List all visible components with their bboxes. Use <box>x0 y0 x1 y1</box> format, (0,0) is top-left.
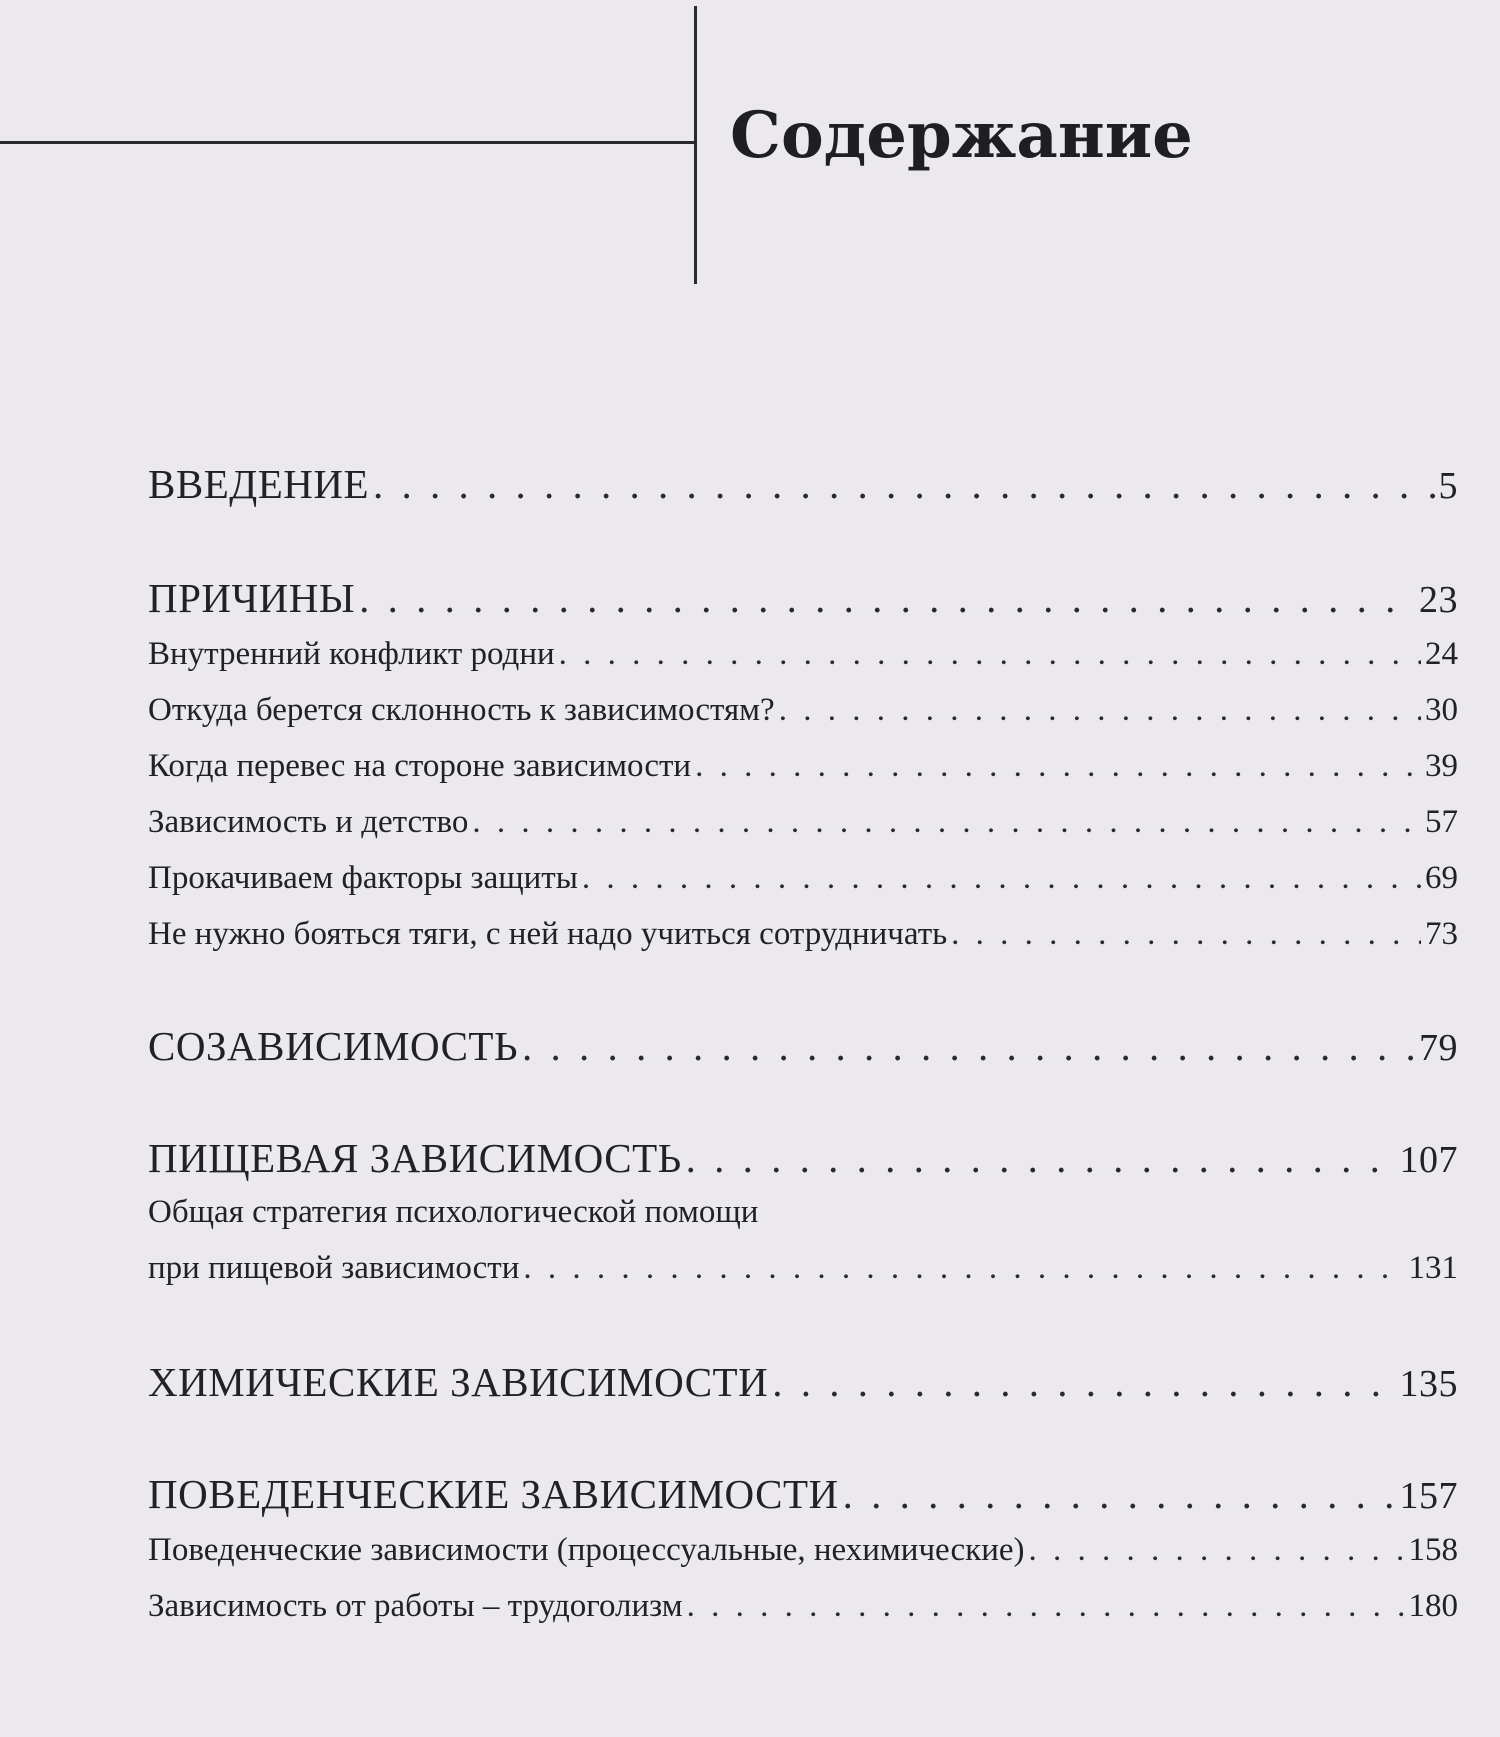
dot-leader <box>582 856 1421 900</box>
toc-entry-label: СОЗАВИСИМОСТЬ <box>148 1023 519 1069</box>
toc-entry-label: ХИМИЧЕСКИЕ ЗАВИСИМОСТИ <box>148 1359 769 1405</box>
dot-leader <box>1029 1528 1405 1572</box>
toc-entry-page: 157 <box>1399 1475 1458 1517</box>
toc-entry-label-line1: Общая стратегия психологической помощи <box>148 1194 759 1230</box>
toc-entry-label: Когда перевес на стороне зависимости <box>148 748 692 784</box>
toc-entry-label: ПИЩЕВАЯ ЗАВИСИМОСТЬ <box>148 1135 682 1181</box>
page-title: Содержание <box>730 98 1193 173</box>
toc-entry-zavisimost-detstvo <box>148 800 1458 844</box>
toc-entry-label: при пищевой зависимости <box>148 1250 520 1286</box>
toc-entry-kogda-perevES <box>148 744 1458 788</box>
dot-leader <box>359 572 1415 624</box>
toc-entry-page: 23 <box>1419 579 1458 621</box>
dot-leader <box>522 1020 1415 1072</box>
toc-entry-page: 5 <box>1438 465 1458 507</box>
toc-entry-label: Внутренний конфликт родни <box>148 636 555 672</box>
dot-leader <box>373 458 1434 510</box>
dot-leader <box>523 1246 1404 1290</box>
dot-leader <box>559 632 1421 676</box>
toc-entry-faktory-zashchity <box>148 856 1458 900</box>
toc-entry-sozavisimost <box>148 1020 1458 1074</box>
dot-leader <box>686 1132 1396 1184</box>
dot-leader <box>472 800 1421 844</box>
dot-leader <box>951 912 1421 956</box>
toc-entry-label: Поведенческие зависимости (процессуальные, нехимические) <box>148 1532 1025 1568</box>
toc-entry-label: Зависимость и детство <box>148 804 469 840</box>
toc-entry-obshchaya-strategiya <box>148 1246 1458 1290</box>
toc-entry-prichiny <box>148 572 1458 626</box>
toc-entry-ne-nuzhno-boyatsya <box>148 912 1458 956</box>
toc-entry-page: 131 <box>1408 1250 1458 1286</box>
toc-entry-otkuda-beretsya <box>148 688 1458 732</box>
toc-entry-vvedenie <box>148 458 1458 512</box>
toc-entry-page: 39 <box>1425 748 1458 784</box>
toc-entry-page: 73 <box>1425 916 1458 952</box>
toc-entry-trudogolizm <box>148 1584 1458 1628</box>
toc-entry-page: 135 <box>1399 1363 1458 1405</box>
toc-entry-page: 79 <box>1419 1027 1458 1069</box>
toc-entry-label: ВВЕДЕНИЕ <box>148 461 370 507</box>
toc-entry-label: ПРИЧИНЫ <box>148 575 356 621</box>
horizontal-rule <box>0 141 695 144</box>
toc-entry-khimicheskie <box>148 1356 1458 1410</box>
toc-entry-page: 158 <box>1408 1532 1458 1568</box>
dot-leader <box>687 1584 1405 1628</box>
toc-entry-vnutrenniy-konflikt <box>148 632 1458 676</box>
dot-leader <box>772 1356 1395 1408</box>
toc-entry-label: ПОВЕДЕНЧЕСКИЕ ЗАВИСИМОСТИ <box>148 1471 839 1517</box>
toc-entry-page: 30 <box>1425 692 1458 728</box>
toc-entry-label: Прокачиваем факторы защиты <box>148 860 578 896</box>
toc-entry-pishchevaya <box>148 1132 1458 1186</box>
vertical-rule <box>694 6 697 284</box>
dot-leader <box>843 1468 1396 1520</box>
toc-entry-povedencheskie-protsessualnye <box>148 1528 1458 1572</box>
toc-entry-page: 107 <box>1399 1139 1458 1181</box>
dot-leader <box>779 688 1421 732</box>
toc-entry-label: Зависимость от работы – трудоголизм <box>148 1588 683 1624</box>
dot-leader <box>695 744 1421 788</box>
toc-entry-label: Откуда берется склонность к зависимостям? <box>148 692 775 728</box>
toc-entry-povedencheskie <box>148 1468 1458 1522</box>
toc-entry-page: 69 <box>1425 860 1458 896</box>
toc-entry-label: Не нужно бояться тяги, с ней надо учиться сотрудничать <box>148 916 948 952</box>
toc-entry-page: 57 <box>1425 804 1458 840</box>
toc-entry-page: 180 <box>1408 1588 1458 1624</box>
toc-entry-page: 24 <box>1425 636 1458 672</box>
